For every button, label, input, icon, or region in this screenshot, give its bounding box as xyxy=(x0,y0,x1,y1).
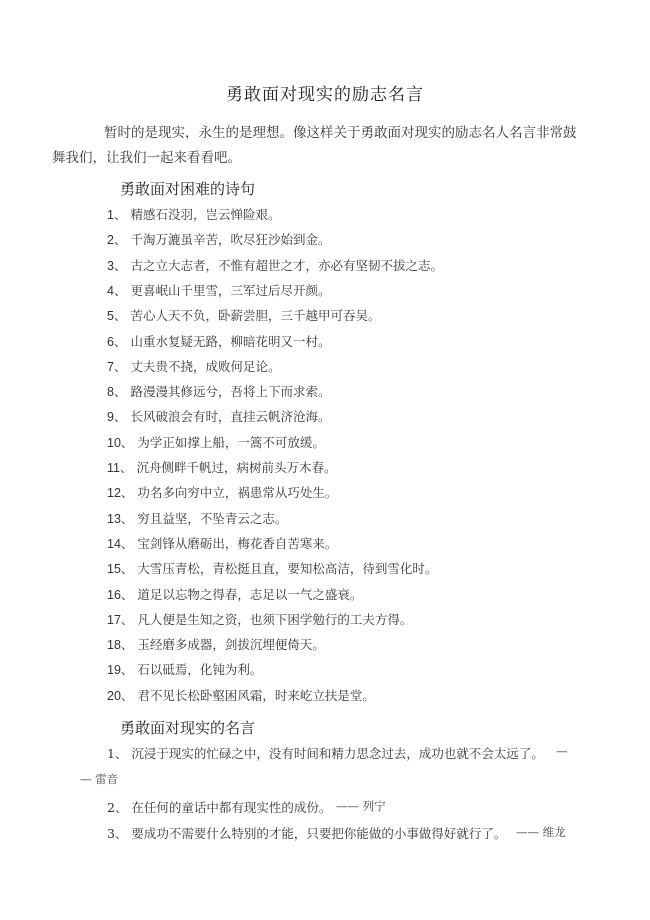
list-item: 6、 山重水复疑无路，柳暗花明又一村。 xyxy=(107,333,331,349)
list-item: 15、 大雪压青松，青松挺且直，要知松高洁，待到雪化时。 xyxy=(107,561,438,577)
list-item: 12、 功名多向穷中立，祸患常从巧处生。 xyxy=(107,485,338,501)
list-item: 2、 千淘万漉虽辛苦，吹尽狂沙始到金。 xyxy=(107,232,331,248)
list-item: 19、 石以砥焉，化钝为利。 xyxy=(107,662,263,678)
list-item: 5、 苦心人天不负，卧薪尝胆，三千越甲可吞吴。 xyxy=(107,308,381,324)
page-title: 勇敢面对现实的励志名言 xyxy=(226,85,424,105)
list-item: 18、 玉经磨多成器，剑拔沉埋便倚天。 xyxy=(107,637,325,653)
intro-paragraph xyxy=(52,121,578,171)
list-item: 10、 为学正如撑上船，一篙不可放缓。 xyxy=(107,434,325,450)
intro-line-2: 舞我们，让我们一起来看看吧。 xyxy=(52,150,241,166)
quote-item: 3、 要成功不需要什么特别的才能，只要把你能做的小事做得好就行了。 xyxy=(107,826,507,841)
list-item: 14、 宝剑锋从磨砺出，梅花香自苦寒来。 xyxy=(107,535,338,551)
list-item: 9、 长风破浪会有时，直挂云帆济沧海。 xyxy=(107,409,331,425)
list-item: 7、 丈夫贵不挠，成败何足论。 xyxy=(107,358,281,374)
intro-line-1: 暂时的是现实，永生的是理想。像这样关于勇敢面对现实的励志名人名言非常鼓 xyxy=(104,125,577,141)
quote-item: 1、 沉浸于现实的忙碌之中，没有时间和精力思念过去，成功也就不会太远了。 xyxy=(107,746,544,761)
quote-author: —— 列宁 xyxy=(336,799,386,813)
quote-author: —— 维龙 xyxy=(516,825,566,839)
list-item: 11、 沉舟侧畔千帆过，病树前头万木春。 xyxy=(107,460,337,475)
section-heading-poems: 勇敢面对困难的诗句 xyxy=(120,180,256,198)
list-item: 4、 更喜岷山千里雪，三军过后尽开颜。 xyxy=(107,282,331,298)
list-item: 20、 君不见长松卧壑困风霜，时来屹立扶是堂。 xyxy=(107,687,375,703)
quote-author: — 雷音 xyxy=(80,772,119,786)
list-item: 13、 穷且益坚，不坠青云之志。 xyxy=(107,510,288,526)
list-item: 3、 古之立大志者，不惟有超世之才，亦必有坚韧不拔之志。 xyxy=(107,257,443,273)
section-heading-quotes: 勇敢面对现实的名言 xyxy=(120,719,256,737)
quote-dash: — xyxy=(556,744,568,758)
list-item: 17、 凡人便是生知之资，也须下困学勉行的工夫方得。 xyxy=(107,611,413,627)
list-item: 8、 路漫漫其修远兮，吾将上下而求索。 xyxy=(107,384,331,400)
list-item: 1、 精感石没羽，岂云惮险艰。 xyxy=(107,207,281,222)
quote-item: 2、 在任何的童话中都有现实性的成份。 xyxy=(107,800,332,815)
list-item: 16、 道足以忘物之得春，志足以一气之盛衰。 xyxy=(107,586,363,602)
